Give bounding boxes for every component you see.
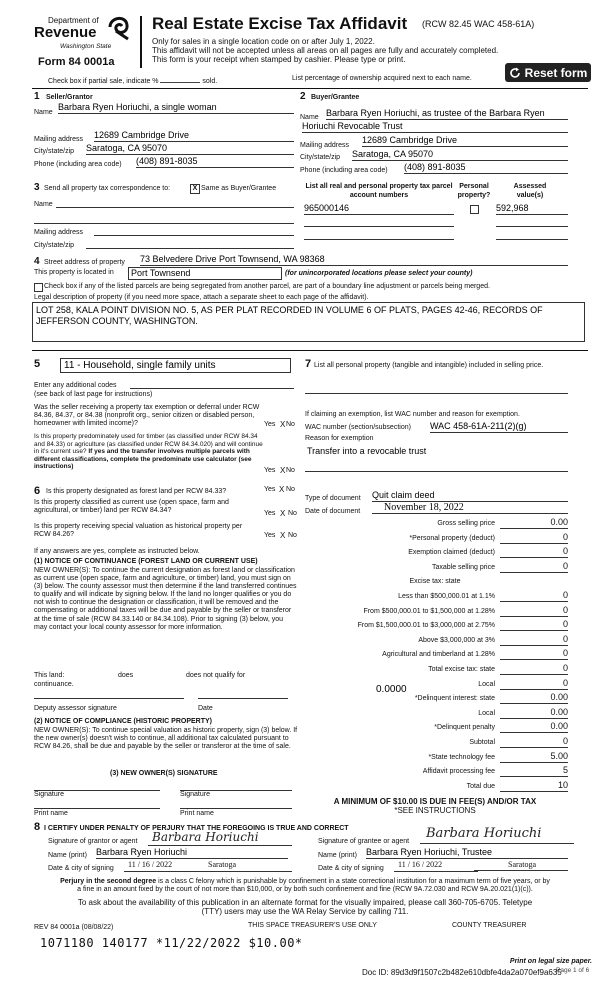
sec3-text: Send all property tax correspondence to:: [44, 185, 171, 192]
sec3-name-field-2[interactable]: [34, 214, 294, 224]
tax-row-value[interactable]: 0.00: [500, 692, 568, 704]
tax-row-label: *Delinquent interest: state: [414, 695, 495, 703]
buyer-city-label: City/state/zip: [300, 154, 341, 161]
deputy-date-line[interactable]: [198, 697, 288, 699]
availability-line2: (TTY) users may use the WA Relay Service by calling 711.: [201, 907, 409, 916]
seller-phone-field[interactable]: (408) 891-8035: [136, 156, 294, 168]
owner-print-line-2[interactable]: [180, 807, 292, 809]
notice2-text: NEW OWNER(S): To continue special valuation as historic property, sign (3) below. If the new owner(s) doesn't wish to continue, all additional tax calculated pursuant to RCW 84.26, shall be due and payable by the seller or transferor at the time of sale.: [34, 727, 298, 751]
buyer-heading: Buyer/Grantee: [311, 94, 360, 101]
dor-logo: [34, 16, 130, 56]
rev-number: REV 84 0001a (08/08/22): [34, 924, 114, 931]
perjury-line2: a fine in an amount fixed by the court of not more than $10,000, or by both such confinement and fine (RCW 9A.72.030 and RCW 9A.20.021(1)(c)).: [77, 886, 533, 893]
legal-description-field[interactable]: LOT 258, KALA POINT DIVISION NO. 5, AS PER PLAT RECORDED IN VOLUME 6 OF PLATS, PAGES 42-46, RECORDS OF JEFFERSON COUNTY, WASHINGTON.: [32, 302, 585, 342]
parcel-col2-header: Personal property?: [457, 183, 491, 199]
tax-row: [300, 735, 570, 750]
tax-row: [300, 677, 570, 692]
print-name-label-2: Print name: [180, 810, 214, 817]
segregated-text: Check box if any of the listed parcels are being segregated from another parcel, are part of a boundary line adjustment or parcels being merged.: [44, 283, 490, 290]
header-note2: This affidavit will not be accepted unless all areas on all pages are fully and accurately completed.: [152, 46, 499, 55]
cashier-stamp: 1071180 140177 *11/22/2022 $10.00*: [40, 936, 303, 950]
parcel-account-field[interactable]: 965000146: [304, 203, 454, 215]
tax-row: [300, 618, 570, 633]
doc-date-field[interactable]: November 18, 2022: [372, 502, 568, 514]
signature-label-2: Signature: [180, 791, 210, 798]
tax-row: [300, 589, 570, 604]
grantee-name-label: Name (print): [318, 852, 357, 859]
local-rate: 0.0000: [376, 684, 407, 695]
header-divider: [140, 16, 142, 68]
perjury-line1: Perjury in the second degree is a class C felony which is punishable by confinement in a state correctional institution for a maximum term of five years, or by: [60, 878, 550, 885]
header-note1: Only for sales in a single location code on or after July 1, 2022.: [152, 37, 375, 46]
reset-label: Reset form: [524, 65, 588, 80]
parcel-assessed-field-3[interactable]: [496, 230, 568, 240]
buyer-mailing-field[interactable]: 12689 Cambridge Drive: [362, 135, 568, 147]
tax-row: [300, 604, 570, 619]
sec8-num: 8: [34, 821, 41, 833]
tax-row: [300, 764, 570, 779]
tax-row-value[interactable]: 0: [500, 678, 568, 690]
grantor-signature[interactable]: Barbara Horiuchi: [148, 830, 292, 846]
current-use-question: Is this property classified as current use (open space, farm and agricultural, or timber) land per RCW 84.34?: [34, 499, 229, 514]
see-back: (see back of last page for instructions): [34, 391, 153, 398]
deputy-date-label: Date: [198, 705, 213, 712]
segregated-checkbox[interactable]: [34, 283, 43, 292]
print-legal-note: Print on legal size paper.: [509, 958, 592, 965]
signature-label-1: Signature: [34, 791, 64, 798]
exemption-yes[interactable]: Yes: [264, 421, 276, 428]
street-field[interactable]: 73 Belvedere Drive Port Townsend, WA 98368: [140, 254, 568, 266]
reason-field[interactable]: Transfer into a revocable trust: [307, 446, 427, 456]
timber-question-bold: If yes and the transfer involves multiple parcels with different classifications, complete the predominate use calculator (see instructions): [34, 448, 252, 470]
grantee-sig-label: Signature of grantee or agent: [318, 838, 410, 845]
parcel-assessed-field-2[interactable]: [496, 217, 568, 227]
historic-question: Is this property receiving special valuation as historical property per RCW 84.26?: [34, 523, 243, 538]
sec4-num: 4: [34, 256, 40, 267]
buyer-name-field-2[interactable]: Horiuchi Revocable Trust: [302, 121, 568, 133]
tax-row: [300, 633, 570, 648]
tax-row: [300, 779, 570, 794]
current-use-no[interactable]: No: [288, 510, 297, 517]
tax-row-value[interactable]: 0: [500, 648, 568, 660]
grantee-city-field[interactable]: Saratoga: [474, 860, 568, 871]
minimum-due: A MINIMUM OF $10.00 IS DUE IN FEE(S) AND/OR TAX: [333, 797, 537, 806]
seller-name-label: Name: [34, 109, 53, 116]
reason-label: Reason for exemption: [305, 435, 374, 442]
tax-row-label: Subtotal: [469, 739, 495, 746]
tax-row-label: Excise tax: state: [409, 578, 461, 586]
tax-row-value[interactable]: 0: [500, 736, 568, 748]
tax-row: [300, 574, 570, 589]
tax-row-label: From $500,000.01 to $1,500,000 at 1.28%: [363, 607, 495, 615]
grantor-date-label: Date & city of signing: [48, 865, 114, 872]
tax-row-label: Agricultural and timberland at 1.28%: [382, 651, 495, 659]
tax-row: [300, 662, 570, 677]
tax-row-value[interactable]: 0.00: [500, 707, 568, 719]
historic-x: X: [280, 531, 286, 540]
forest-question: Is this property designated as forest land per RCW 84.33?: [46, 488, 227, 495]
seller-mailing-field[interactable]: 12689 Cambridge Drive: [94, 130, 294, 142]
seller-mailing-label: Mailing address: [34, 136, 84, 143]
certify-text: I CERTIFY UNDER PENALTY OF PERJURY THAT THE FOREGOING IS TRUE AND CORRECT: [44, 825, 349, 832]
tax-row-label: Affidavit processing fee: [422, 768, 495, 776]
seller-num: 1: [34, 91, 40, 102]
doc-id: Doc ID: 89d3d9f1507c2b482e610dbfe4da2a070ef9a635: [362, 968, 562, 977]
buyer-num: 2: [300, 91, 306, 102]
timber-question: [34, 433, 264, 471]
county-treasurer: COUNTY TREASURER: [452, 922, 527, 929]
availability-line1: To ask about the availability of this publication in an alternate format for the visually impaired, please call 360-705-6705. Teletype: [77, 898, 533, 907]
reset-icon: [509, 67, 521, 79]
sec6-num: 6: [34, 485, 41, 497]
reset-form-button[interactable]: [505, 63, 591, 82]
seller-name-field[interactable]: Barbara Ryen Horiuchi, a single woman: [58, 102, 294, 114]
tax-row-label: Total excise tax: state: [428, 666, 495, 673]
timber-x: X: [280, 466, 286, 475]
notice2-title: (2) NOTICE OF COMPLIANCE (HISTORIC PROPERTY): [34, 718, 212, 725]
buyer-name-field-1[interactable]: Barbara Ryen Horiuchi, as trustee of the Barbara Ryen: [326, 108, 568, 120]
notice1-text: NEW OWNER(S): To continue the current designation as forest land or classification as current use (open space, farm and agriculture, or timber) land, you must sign on (3) below. The county assessor must then determine if the land transferred continues to qualify and will indicate by signing below. If the land no longer qualifies or you do not wish to continue the designation or classification, it will be removed and the compensating or additional taxes will be due and payable by the seller or transferor at the time of sale (RCW 84.33.140 or 84.34.108). Prior to signing (3) below, you may contact your local county assessor for more information.: [34, 567, 297, 631]
doc-type-field[interactable]: Quit claim deed: [372, 490, 568, 502]
tax-row-label: Local: [478, 709, 495, 717]
sec3-mailing-label: Mailing address: [34, 229, 84, 236]
forest-x: X: [279, 485, 285, 494]
sec3-city-field[interactable]: [86, 239, 294, 249]
seller-heading: Seller/Grantor: [46, 94, 93, 101]
personal-property-checkbox[interactable]: [470, 205, 479, 214]
grantor-city-field[interactable]: Saratoga: [204, 860, 292, 872]
grantor-name-field[interactable]: Barbara Ryen Horiuchi: [96, 847, 288, 859]
tax-row-label: Exemption claimed (deduct): [408, 549, 495, 557]
dept-line2: Revenue: [34, 24, 97, 41]
partial-sale-label: [48, 78, 217, 85]
tax-row-value[interactable]: 0.00: [500, 721, 568, 733]
form-number: Form 84 0001a: [38, 56, 115, 68]
tax-row-label: *Personal property (deduct): [409, 534, 495, 542]
this-land-label: This land:: [34, 672, 65, 679]
print-name-label-1: Print name: [34, 810, 68, 817]
tax-row-value[interactable]: 0: [500, 634, 568, 646]
tax-row-label: Less than $500,000.01 at 1.1%: [398, 593, 495, 600]
deputy-sig-label: Deputy assessor signature: [34, 705, 117, 712]
additional-codes-label: Enter any additional codes: [34, 382, 117, 389]
location-select[interactable]: Port Townsend: [128, 267, 282, 280]
divider: [32, 350, 588, 351]
tax-row-value[interactable]: 10: [500, 780, 568, 792]
grantor-sig-label: Signature of grantor or agent: [48, 838, 138, 845]
exemption-x: X: [280, 420, 286, 429]
same-as-checkbox[interactable]: X: [190, 184, 200, 194]
doc-type-label: Type of document: [305, 495, 361, 502]
exemption-question: Was the seller receiving a property tax exemption or deferral under RCW 84.36, 84.37, or 84.38 (nonprofit org., senior citizen or disabled person, homeowner with limited income)?: [34, 404, 260, 427]
tax-row-value[interactable]: 0: [500, 532, 568, 544]
sold-text: sold.: [202, 78, 218, 85]
buyer-phone-field[interactable]: (408) 891-8035: [404, 162, 568, 174]
seller-city-field[interactable]: Saratoga, CA 95070: [86, 143, 294, 155]
deputy-sig-line[interactable]: [34, 697, 184, 699]
same-as-text: Same as Buyer/Grantee: [201, 185, 277, 192]
tax-row-label: Taxable selling price: [431, 563, 495, 571]
new-owner-sig-title: (3) NEW OWNER(S) SIGNATURE: [110, 770, 218, 777]
personal-property-text: List all personal property (tangible and intangible) included in selling price.: [314, 362, 544, 369]
tax-row-value[interactable]: 0.00: [500, 517, 568, 529]
owner-print-line-1[interactable]: [34, 807, 160, 809]
dept-line1: Department of: [48, 16, 99, 25]
doc-date-label: Date of document: [305, 508, 361, 515]
forest-yes[interactable]: Yes: [264, 486, 276, 493]
tax-row: [300, 531, 570, 546]
tax-row: [300, 720, 570, 735]
timber-question-text: Is this property predominately used for timber (as classified under RCW 84.34 and 84.33) or agriculture (as classified under RCW 84.34.020) and will continue in it's current use?: [34, 433, 263, 455]
historic-yes[interactable]: Yes: [264, 532, 276, 539]
tax-row-value[interactable]: 0: [500, 619, 568, 631]
wac-label: WAC number (section/subsection): [305, 424, 411, 431]
exemption-claim-text: If claiming an exemption, list WAC number and reason for exemption.: [305, 411, 520, 418]
timber-yes[interactable]: Yes: [264, 467, 276, 474]
sec5-num: 5: [34, 358, 41, 370]
parcel-account-field-2[interactable]: [304, 217, 454, 227]
tax-row: [300, 647, 570, 662]
tax-row-label: *Delinquent penalty: [434, 724, 495, 732]
does-label[interactable]: does: [118, 672, 134, 679]
tax-row-value[interactable]: 0: [500, 663, 568, 675]
sec3-mailing-field[interactable]: [94, 226, 294, 236]
parcel-account-field-3[interactable]: [304, 230, 454, 240]
divider: [32, 88, 588, 89]
grantee-name-field[interactable]: Barbara Ryen Horiuchi, Trustee: [366, 847, 568, 859]
street-label: Street address of property: [44, 259, 125, 266]
located-label: This property is located in: [34, 269, 114, 276]
tax-row-value[interactable]: 5: [500, 765, 568, 777]
parcel-assessed-field[interactable]: 592,968: [496, 203, 568, 215]
tax-row-label: Gross selling price: [437, 520, 495, 527]
notice1-title: (1) NOTICE OF CONTINUANCE (FOREST LAND OR CURRENT USE): [34, 558, 258, 565]
logo-swirl-icon: [106, 13, 130, 41]
tax-row-value[interactable]: 0: [500, 605, 568, 617]
tax-row: [300, 706, 570, 721]
tax-row: [300, 691, 570, 706]
grantee-signature[interactable]: Barbara Horiuchi: [420, 826, 574, 844]
tax-row-label: From $1,500,000.01 to $3,000,000 at 2.75%: [357, 622, 495, 630]
page-number: Page 1 of 6: [556, 967, 590, 974]
forest-no[interactable]: No: [286, 486, 295, 493]
sec3-name-label: Name: [34, 201, 53, 208]
sec3-city-label: City/state/zip: [34, 242, 75, 249]
sec3-num: 3: [34, 182, 40, 193]
grantee-date-label: Date & city of signing: [318, 865, 384, 872]
tax-row-label: Above $3,000,000 at 3%: [418, 636, 495, 644]
tax-row-value[interactable]: 0: [500, 590, 568, 602]
tax-row: [300, 750, 570, 765]
current-use-yes[interactable]: Yes: [264, 510, 276, 517]
land-use-code-select[interactable]: 11 - Household, single family units: [60, 358, 291, 373]
buyer-phone-label: Phone (including area code): [300, 167, 388, 174]
partial-sale-input[interactable]: [160, 82, 200, 83]
tax-table: [300, 516, 570, 796]
ownership-note: List percentage of ownership acquired next to each name.: [292, 75, 472, 82]
tax-row: [300, 516, 570, 531]
tax-row-value[interactable]: 0: [500, 561, 568, 573]
does-not-label[interactable]: does not qualify for: [186, 672, 246, 679]
tax-row-label: *State technology fee: [428, 753, 495, 761]
tax-row-value[interactable]: 5.00: [500, 751, 568, 763]
additional-codes-field[interactable]: [130, 380, 294, 389]
buyer-mailing-label: Mailing address: [300, 142, 350, 149]
tax-row: [300, 560, 570, 575]
current-use-x: X: [280, 509, 286, 518]
sec7-num: 7: [305, 358, 312, 370]
dept-line3: Washington State: [60, 43, 112, 50]
parcel-col1-header: List all real and personal property tax parcel account numbers: [305, 183, 453, 199]
page-title: Real Estate Excise Tax Affidavit: [152, 14, 408, 33]
tax-row-label: Total due: [466, 782, 495, 790]
reason-field-line: [305, 470, 568, 472]
tax-row-label: Local: [478, 680, 495, 688]
tax-row-value[interactable]: 0: [500, 546, 568, 558]
legal-label: Legal description of property (if you need more space, attach a separate sheet to each page of the affidavit).: [34, 294, 369, 301]
header-note3: This form is your receipt when stamped by cashier. Please type or print.: [152, 55, 406, 64]
timber-no[interactable]: No: [286, 467, 295, 474]
tax-row: [300, 545, 570, 560]
seller-phone-label: Phone (including area code): [34, 161, 122, 168]
see-instructions: *SEE INSTRUCTIONS: [394, 806, 476, 815]
continuance-label: continuance.: [34, 681, 74, 688]
wac-field[interactable]: WAC 458-61A-211(2)(g): [430, 421, 568, 433]
located-note: (for unincorporated locations please select your county): [285, 270, 473, 277]
buyer-name-label: Name: [300, 114, 319, 121]
parcel-col3-header: Assessed value(s): [513, 183, 547, 199]
rcw-ref: (RCW 82.45 WAC 458-61A): [422, 19, 535, 29]
personal-property-field[interactable]: [305, 385, 568, 394]
partial-sale-text: Check box if partial sale, indicate %: [48, 78, 159, 85]
grantee-date-field[interactable]: 11 / 16 / 2022: [394, 860, 478, 872]
historic-no[interactable]: No: [288, 532, 297, 539]
grantor-date-field[interactable]: 11 / 16 / 2022: [124, 860, 208, 872]
seller-city-label: City/state/zip: [34, 148, 75, 155]
exemption-no[interactable]: No: [286, 421, 295, 428]
buyer-city-field[interactable]: Saratoga, CA 95070: [352, 149, 568, 161]
sec3-name-field[interactable]: [56, 198, 294, 208]
treasurer-only: THIS SPACE TREASURER'S USE ONLY: [248, 922, 377, 929]
if-yes-note: If any answers are yes, complete as instructed below.: [34, 548, 200, 555]
grantor-name-label: Name (print): [48, 852, 87, 859]
